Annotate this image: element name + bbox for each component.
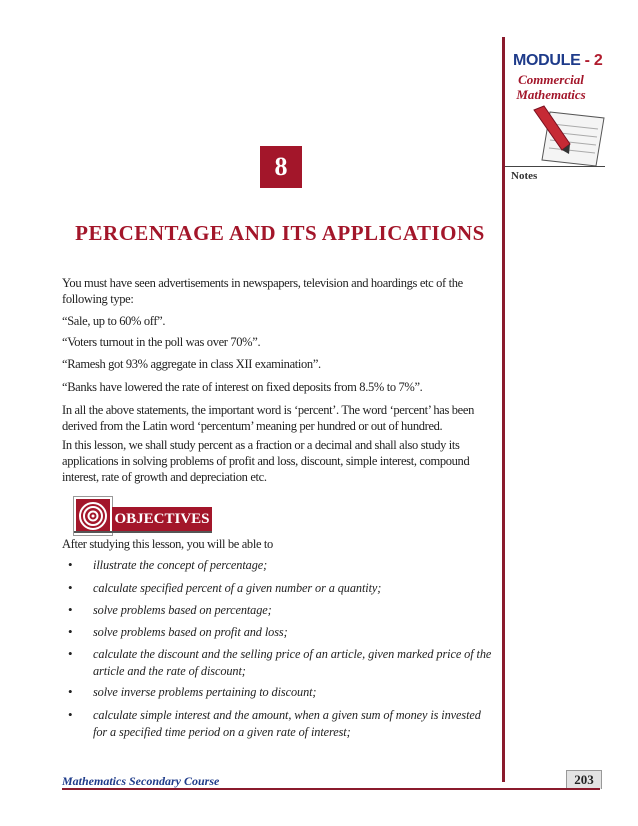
notes-divider: [505, 166, 605, 167]
quote-1: “Sale, up to 60% off”.: [62, 314, 166, 328]
objectives-lead: After studying this lesson, you will be able to: [62, 537, 273, 551]
notepad-pen-icon: [522, 104, 612, 170]
objective-item: solve problems based on percentage;: [93, 603, 272, 617]
chapter-number: 8: [260, 146, 302, 188]
target-icon: [74, 497, 112, 535]
footer-rule: [62, 788, 600, 790]
objective-item: illustrate the concept of percentage;: [93, 558, 268, 572]
objectives-underline: [74, 531, 212, 533]
objectives-heading: OBJECTIVES: [112, 507, 212, 531]
module-subtitle-1: Commercial: [518, 72, 584, 87]
bullet-icon: •: [68, 580, 73, 595]
margin-rule: [502, 37, 505, 782]
objective-item: calculate the discount and the selling price of an article, given marked price of the article and the rate of discount;: [93, 647, 492, 678]
bullet-icon: •: [68, 707, 73, 722]
module-heading: MODULE - 2: [513, 52, 603, 69]
objective-item: solve problems based on profit and loss;: [93, 625, 288, 639]
bullet-icon: •: [68, 557, 73, 572]
objective-item: calculate simple interest and the amount, when a given sum of money is invested for a specified time period on a given rate of interest;: [93, 708, 481, 739]
bullet-icon: •: [68, 624, 73, 639]
intro-paragraph-2: In all the above statements, the important word is ‘percent’. The word ‘percent’ has been derived from the Latin word ‘percentum’ meaning per hundred or out of hundred.: [62, 403, 474, 433]
bullet-icon: •: [68, 684, 73, 699]
chapter-title: PERCENTAGE AND ITS APPLICATIONS: [75, 221, 485, 245]
course-name: Mathematics Secondary Course: [62, 774, 220, 788]
objective-item: calculate specified percent of a given number or a quantity;: [93, 581, 382, 595]
notes-label: Notes: [511, 170, 538, 182]
objective-item: solve inverse problems pertaining to discount;: [93, 685, 317, 699]
page-number: 203: [566, 770, 602, 789]
intro-paragraph-3: In this lesson, we shall study percent as a fraction or a decimal and shall also study its applications in solving problems of profit and loss, discount, simple interest, compound interest, rate of growth and depreciation etc.: [62, 438, 470, 484]
quote-3: “Ramesh got 93% aggregate in class XII examination”.: [62, 357, 321, 371]
quote-2: “Voters turnout in the poll was over 70%”.: [62, 335, 261, 349]
quote-4: “Banks have lowered the rate of interest on fixed deposits from 8.5% to 7%”.: [62, 380, 423, 394]
bullet-icon: •: [68, 646, 73, 661]
module-subtitle-2: Mathematics: [516, 87, 586, 102]
intro-paragraph-1: You must have seen advertisements in newspapers, television and hoardings etc of the following type:: [62, 276, 463, 306]
bullet-icon: •: [68, 602, 73, 617]
